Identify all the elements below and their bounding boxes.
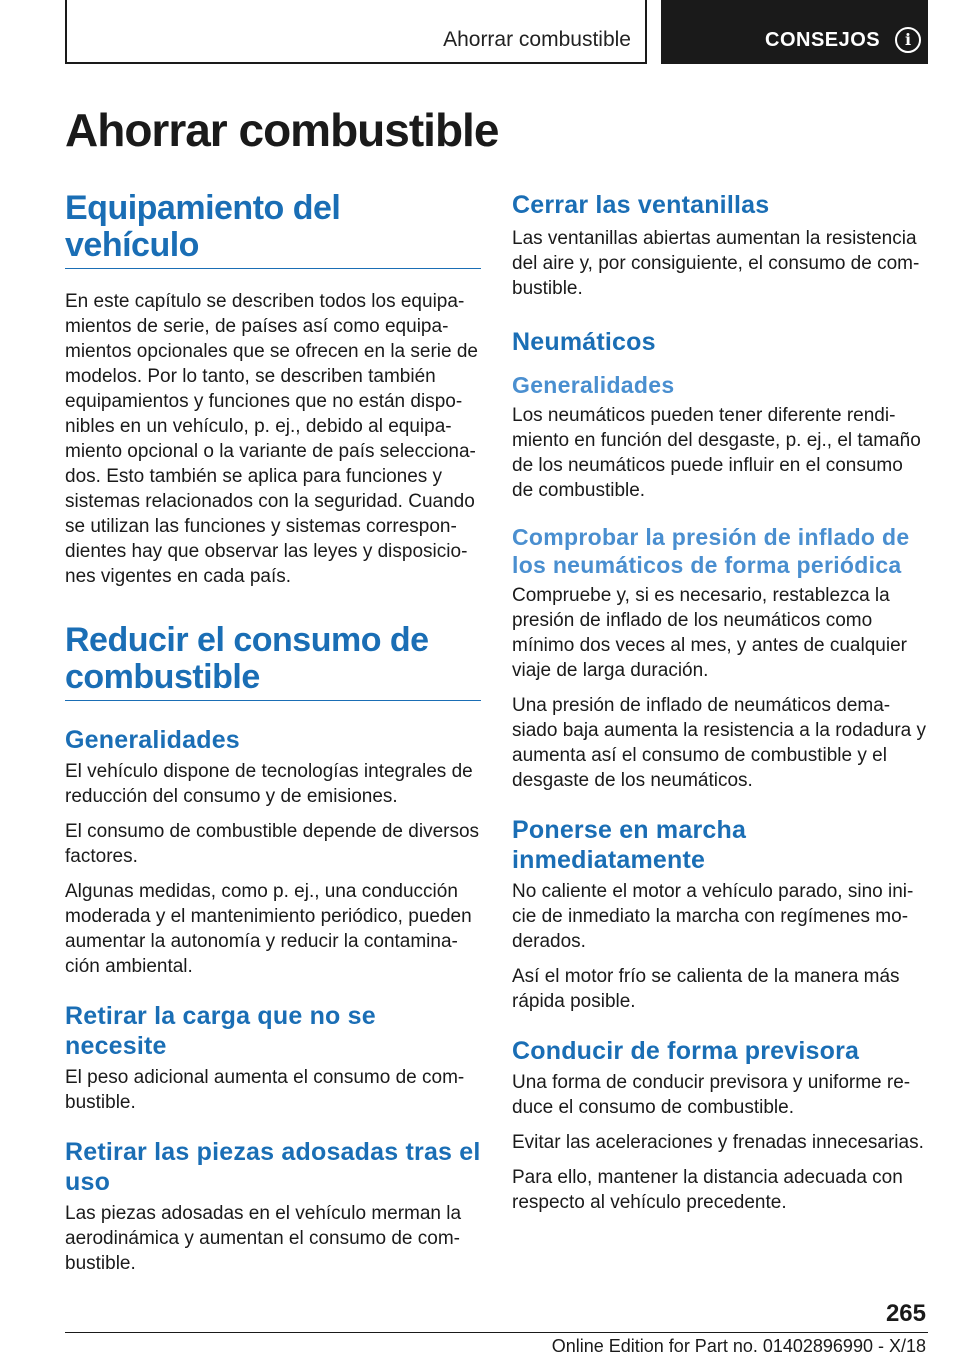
general-paragraph-2: El consumo de combustible depende de diversos factores. <box>65 821 480 867</box>
right-column <box>512 190 928 1215</box>
page-header <box>65 0 928 66</box>
tyres-heading: Neumáticos <box>512 328 656 356</box>
anticipatory-driving-paragraph-1: Una forma de conducir previsora y uniforme reduce el consumo de combustible. <box>512 1072 911 1118</box>
start-immediately-paragraph-2: Así el motor frío se calienta de la manera más rápida posible. <box>512 966 900 1012</box>
anticipatory-driving-heading: Conducir de forma previsora <box>512 1037 860 1065</box>
footer-divider <box>65 1332 928 1333</box>
close-windows-text: Las ventanillas abiertas aumentan la resistencia del aire y, por consiguiente, el consumo de combustible. <box>512 228 920 299</box>
tyre-pressure-heading: Comprobar la presión de inflado de los neumáticos de forma periódica <box>512 524 910 578</box>
anticipatory-driving-paragraph-2: Evitar las aceleraciones y frenadas innecesarias. <box>512 1132 924 1153</box>
equipment-heading: Equipamiento del vehículo <box>65 190 481 269</box>
remove-parts-text: Las piezas adosadas en el vehículo merman la aerodinámica y aumentan el consumo de combustible. <box>65 1203 462 1274</box>
page-number: 265 <box>885 1300 926 1327</box>
equipment-text: En este capítulo se describen todos los equipamientos de serie, de países así como equipamientos opcionales que se ofrecen en la serie de modelos. Por lo tanto, se describen también equipamientos y funciones que no están disponibles en un vehículo, p. ej., debido al equipamiento opcional o la variante de país seleccionados. Esto también se aplica para funciones y sistemas relacionados con la seguridad. Cuando se utilizan las funciones y sistemas correspondientes hay que observar las leyes y disposiciones vigentes en cada país. <box>65 291 478 587</box>
section-title: Ahorrar combustible <box>443 28 631 51</box>
general-paragraph-1: El vehículo dispone de tecnologías integrales de reducción del consumo y de emisiones. <box>65 761 473 807</box>
tyre-pressure-paragraph-1: Compruebe y, si es necesario, restablezca la presión de inflado de los neumáticos como mínimo dos veces al mes, y antes de cualquier viaje de larga duración. <box>512 585 907 681</box>
section-title-box <box>65 0 647 64</box>
left-column <box>65 190 481 1276</box>
tyres-general-heading: Generalidades <box>512 372 675 398</box>
tyres-general-text: Los neumáticos pueden tener diferente rendimiento en función del desgaste, p. ej., el tamaño de los neumáticos puede influir en el consumo de combustible. <box>512 405 921 501</box>
start-immediately-paragraph-1: No caliente el motor a vehículo parado, sino inicie de inmediato la marcha con regímenes moderados. <box>512 881 914 952</box>
edition-text: Online Edition for Part no. 01402896990 - X/18 <box>551 1336 926 1356</box>
close-windows-heading: Cerrar las ventanillas <box>512 191 770 219</box>
info-icon: i <box>895 27 921 53</box>
general-heading: Generalidades <box>65 726 240 754</box>
chapter-tab-label: CONSEJOS <box>765 29 881 51</box>
remove-load-heading: Retirar la carga que no se necesite <box>65 1002 376 1060</box>
anticipatory-driving-paragraph-3: Para ello, mantener la distancia adecuada con respecto al vehículo precedente. <box>512 1167 903 1213</box>
tyre-pressure-paragraph-2: Una presión de inflado de neumáticos demasiado baja aumenta la resistencia a la rodadura y aumenta así el consumo de combustible y el desgaste de los neumáticos. <box>512 695 927 791</box>
general-paragraph-3: Algunas medidas, como p. ej., una conducción moderada y el mantenimiento periódico, pueden aumentar la autonomía y reducir la contaminación ambiental. <box>65 881 472 977</box>
start-immediately-heading: Ponerse en marcha inmediatamente <box>512 816 747 874</box>
remove-load-text: El peso adicional aumenta el consumo de combustible. <box>65 1067 465 1113</box>
chapter-tab[interactable] <box>661 0 928 64</box>
reduce-consumption-heading: Reducir el consumo de combustible <box>65 622 481 701</box>
page-title: Ahorrar combustible <box>65 104 499 156</box>
remove-parts-heading: Retirar las piezas adosadas tras el uso <box>65 1138 481 1196</box>
